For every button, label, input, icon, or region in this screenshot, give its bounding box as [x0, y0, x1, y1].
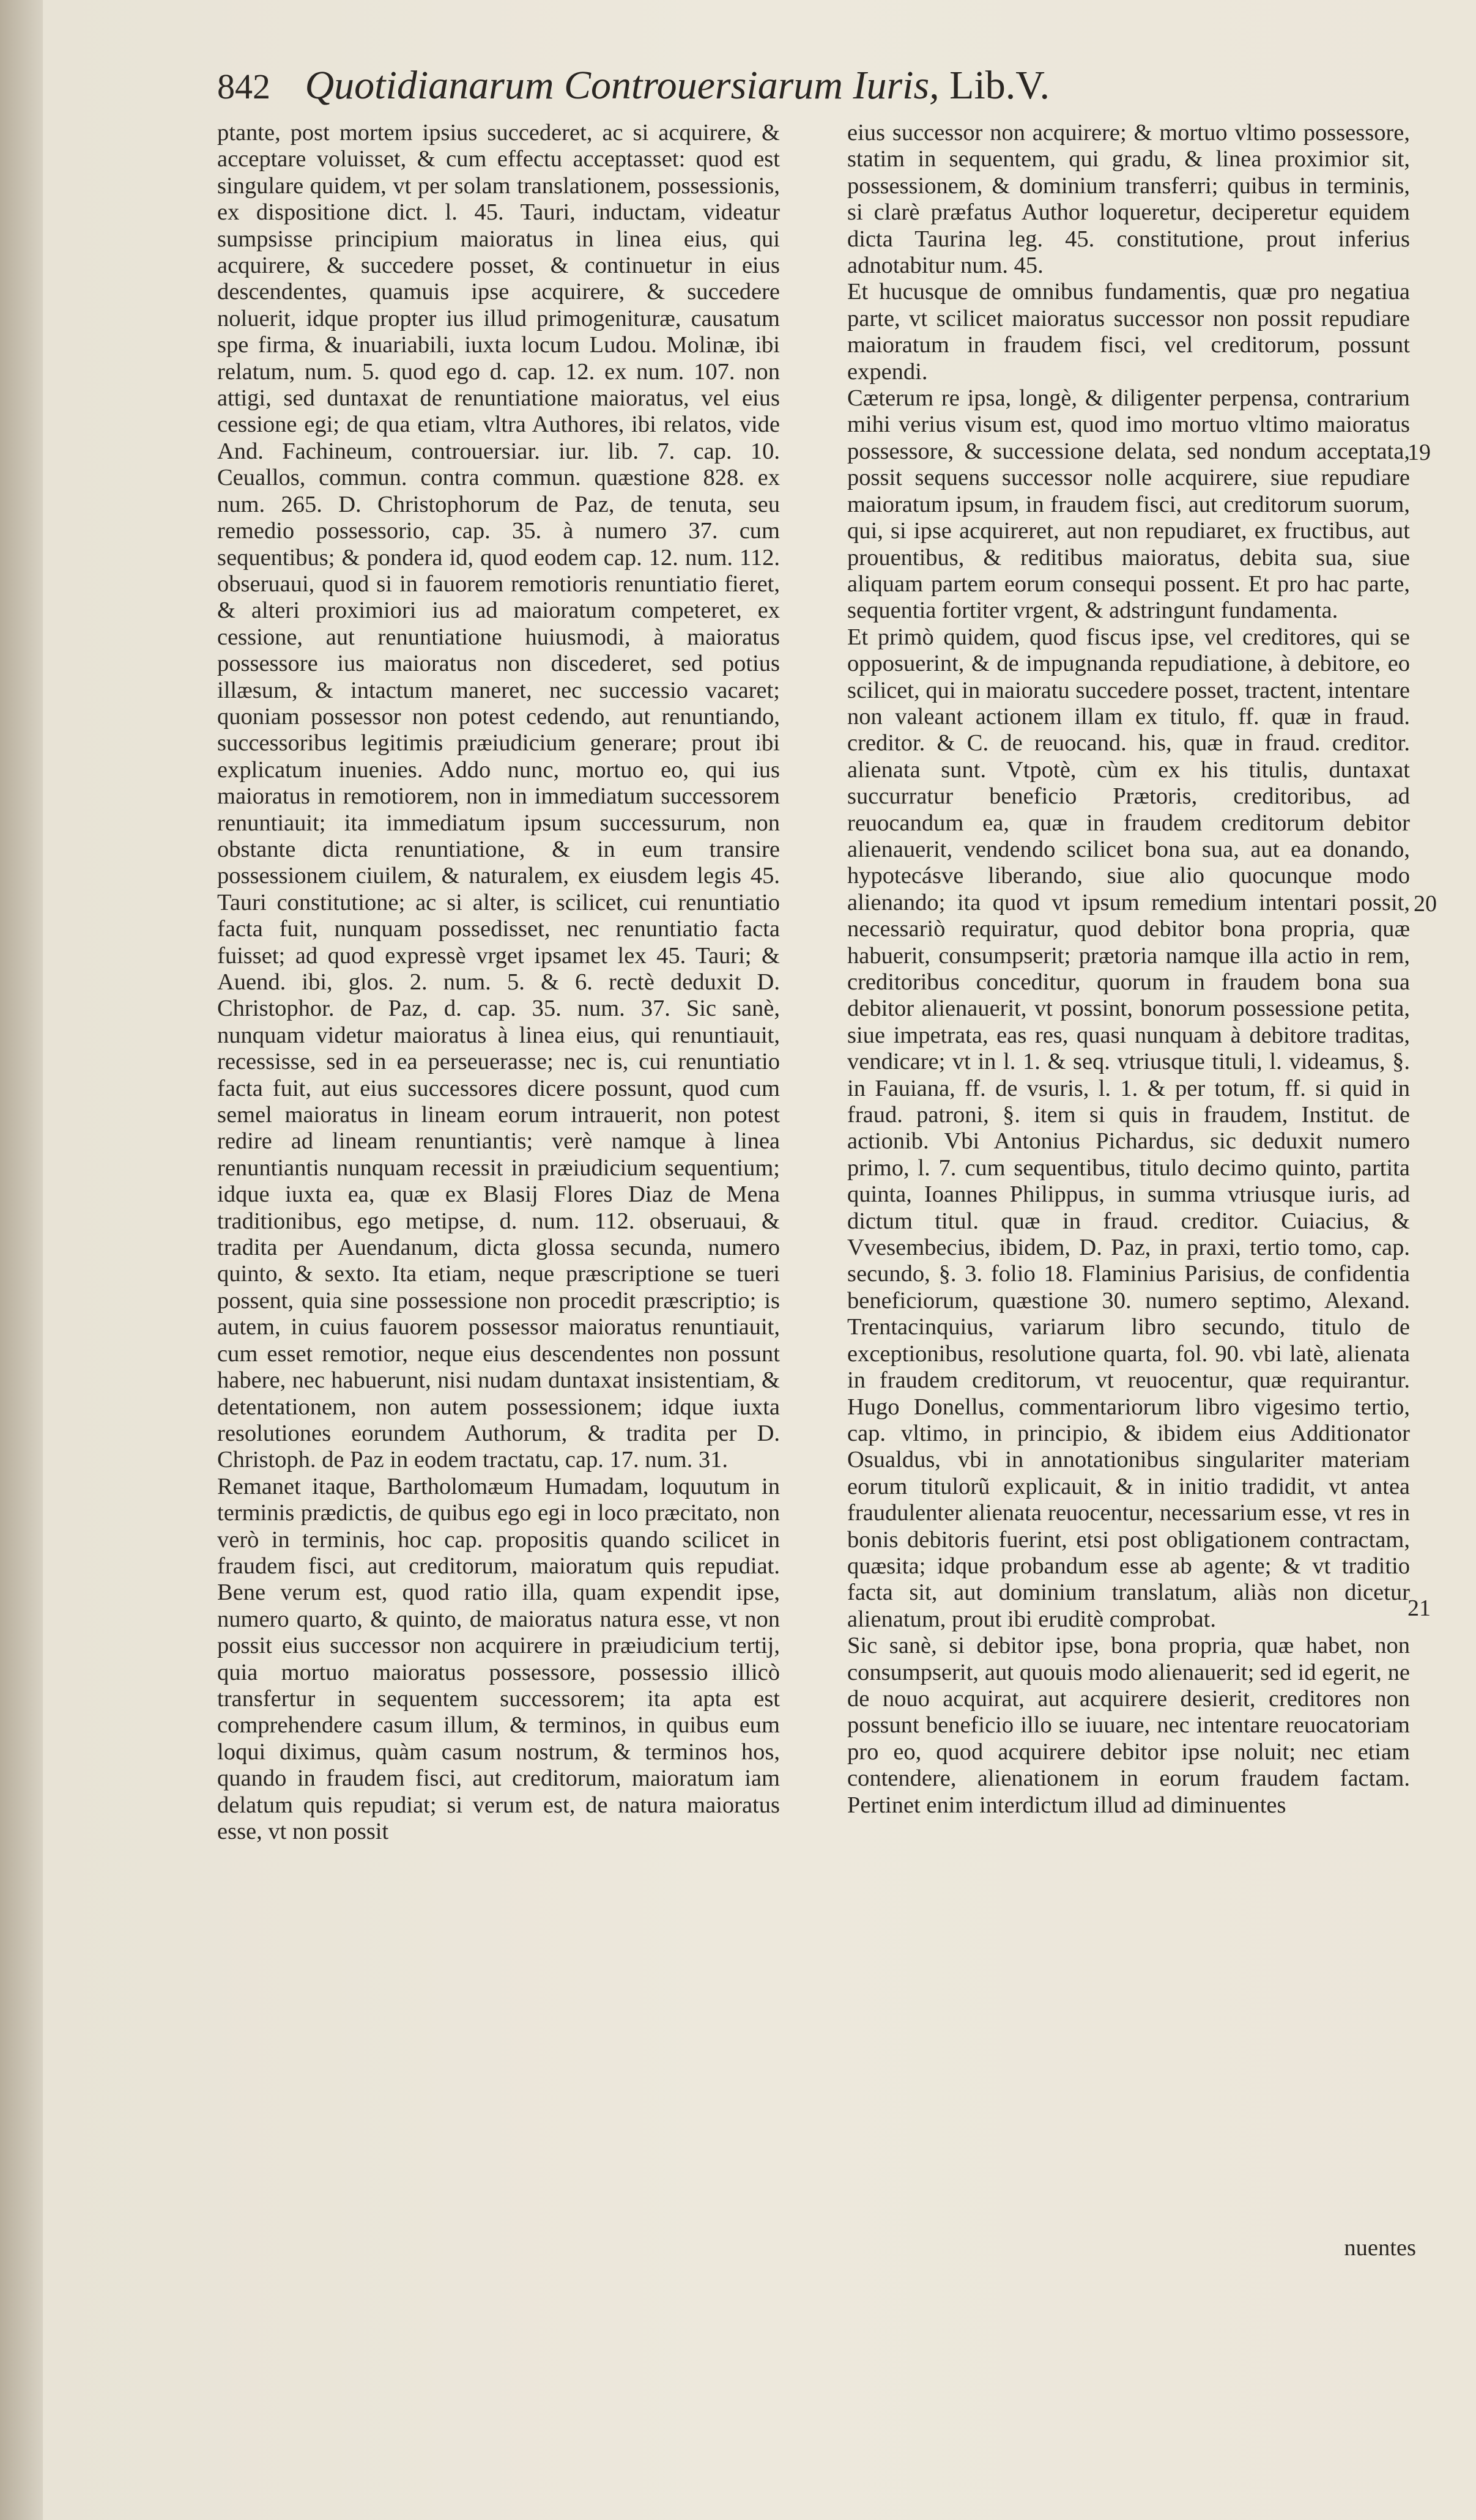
running-title: Quotidianarum Controuersiarum Iuris,	[305, 63, 940, 108]
margin-note-19: 19	[1407, 440, 1431, 465]
page-number: 842	[217, 67, 270, 106]
left-text-column: ptante, post mortem ipsius succederet, ac si acquirere, & acceptare voluisset, & cum effectu acceptasset: quod est singulare quidem, vt per solam translationem, possessionis, ex dispositione dict. l. 45. Tauri, inductam, videatur sumpsisse principium maioratus in linea eius, qui acquirere, & succedere posset, & continuetur in eius descendentes, quamuis ipse acquirere, & succedere noluerit, idque propter ius illud primogenituræ, causatum spe firma, & inuariabili, iuxta locum Ludou. Molinæ, ibi relatum, num. 5. quod ego d. cap. 12. ex num. 107. non attigi, sed duntaxat de renuntiatione maioratus, vel eius cessione egi; de qua etiam, vltra Authores, ibi relatos, vide And. Fachineum, controuersiar. iur. lib. 7. cap. 10. Ceuallos, commun. contra commun. quæstione 828. ex num. 265. D. Christophorum de Paz, de tenuta, seu remedio possessorio, cap. 35. à numero 37. cum sequentibus; & pondera id, quod eodem cap. 12. num. 112. obseruaui, quod si in fauorem remotioris renuntiatio fieret, & alteri proximiori ius ad maioratum competeret, ex cessione, aut renuntiatione huiusmodi, à maioratus possessore ius maioratus non discederet, sed potius illæsum, & intactum maneret, nec successio vacaret; quoniam possessor non potest cedendo, aut renuntiando, successoribus legitimis præiudicium generare; prout ibi explicatum inuenies. Addo nunc, mortuo eo, qui ius maioratus in remotiorem, non in immediatum successorem renuntiauit; ita immediatum ipsum successurum, non obstante dicta renuntiatione, & in eum transire possessionem ciuilem, & naturalem, ex eiusdem legis 45. Tauri constitutione; ac si alter, is scilicet, cui renuntiatio facta fuit, nunquam possedisset, nec renuntiatio facta fuisset; ad quod expressè vrget ipsamet lex 45. Tauri; & Auend. ibi, glos. 2. num. 5. & 6. rectè deduxit D. Christophor. de Paz, d. cap. 35. num. 37. Sic sanè, nunquam videtur maioratus à linea eius, qui renuntiauit, recessisse, sed in ea perseuerasse; nec is, cui renuntiatio facta fuit, aut eius successores dicere possunt, quod cum semel maioratus in lineam eorum intrauerit, non potest redire ad lineam renuntiantis; verè namque à linea renuntiantis nunquam recessit in præiudicium sequentium; idque iuxta ea, quæ ex Blasij Flores Diaz de Mena traditionibus, ego metipse, d. num. 112. obseruaui, & tradita per Auendanum, dicta glossa secunda, numero quinto, & sexto. Ita etiam, neque præscriptione se tueri possent, quia sine possessione non procedit præscriptio; is autem, in cuius fauorem possessor maioratus renuntiauit, cum esset remotior, neque eius descendentes non possunt habere, nec habuerunt, nisi nudam duntaxat insistentiam, & detentationem, non autem possessionem; idque iuxta resolutiones eorundem Authorum, & tradita per D. Christoph. de Paz in eodem tractatu, cap. 17. num. 31. Remanet itaque, Bartholomæum Humadam, loquutum in terminis prædictis, de quibus ego egi in loco præcitato, non verò in terminis, hoc cap. propositis quando scilicet in fraudem fisci, aut creditorum, maioratum quis repudiat. Bene verum est, quod ratio illa, quam expendit ipse, numero quarto, & quinto, de maioratus natura esse, vt non possit eius successor non acquirere in præiudicium tertij, quia mortuo maioratus possessore, possessio illicò transfertur in sequentem successorem; ita apta est comprehendere casum illum, & terminos, in quibus eum loqui diximus, quàm casum nostrum, & terminos hos, quando in fraudem fisci, aut creditorum, maioratum iam delatum quis repudiat; si verum est, de natura maioratus esse, vt non possit	[217, 120, 780, 1844]
page-header	[217, 61, 1257, 110]
page-gutter	[0, 0, 43, 2520]
margin-note-20: 20	[1414, 891, 1437, 917]
right-text-column: eius successor non acquirere; & mortuo vltimo possessore, statim in sequentem, qui gradu, & linea proximior sit, possessionem, & dominium transferri; quibus in terminis, si clarè præfatus Author loqueretur, deciperetur equidem dicta Taurina leg. 45. constitutione, prout inferius adnotabitur num. 45. Et hucusque de omnibus fundamentis, quæ pro negatiua parte, vt scilicet maioratus successor non possit repudiare maioratum in fraudem fisci, vel creditorum, possunt expendi. Cæterum re ipsa, longè, & diligenter perpensa, contrarium mihi verius visum est, quod imo mortuo vltimo maioratus possessore, & successione delata, sed nondum acceptata, possit sequens successor nolle acquirere, siue repudiare maioratum ipsum, in fraudem fisci, aut creditorum suorum, qui, si ipse acquireret, aut non repudiaret, ex fructibus, aut prouentibus, & reditibus maioratus, debita sua, siue aliquam partem eorum consequi possent. Et pro hac parte, sequentia fortiter vrgent, & adstringunt fundamenta. Et primò quidem, quod fiscus ipse, vel creditores, qui se opposuerint, & de impugnanda repudiatione, à debitore, eo scilicet, qui in maioratu succedere posset, tractent, intentare non valeant actionem illam ex titulo, ff. quæ in fraud. creditor. & C. de reuocand. his, quæ in fraud. creditor. alienata sunt. Vtpotè, cùm ex his titulis, duntaxat succurratur beneficio Prætoris, creditoribus, ad reuocandum ea, quæ in fraudem creditorum debitor alienauerit, vendendo scilicet bona sua, aut ea donando, hypotecásve liberando, siue alio quocunque modo alienando; ita quod vt ipsum remedium intentari possit, necessariò requiratur, quod debitor bona propria, quæ habuerit, consumpserit; prætoria namque illa actio in rem, creditoribus conceditur, quorum in fraudem bona sua debitor alienauerit, vt possint, bonorum possessione petita, siue impetrata, eas res, quasi nunquam à debitore traditas, vendicare; vt in l. 1. & seq. vtriusque tituli, l. videamus, §. in Fauiana, ff. de vsuris, l. 1. & per totum, ff. si quid in fraud. patroni, §. item si quis in fraudem, Institut. de actionib. Vbi Antonius Pichardus, sic deduxit numero primo, l. 7. cum sequentibus, titulo decimo quinto, partita quinta, Ioannes Philippus, in summa vtriusque iuris, ad dictum titul. quæ in fraud. creditor. Cuiacius, & Vvesembecius, ibidem, D. Paz, in praxi, tertio tomo, cap. secundo, §. 3. folio 18. Flaminius Parisius, de confidentia beneficiorum, quæstione 30. numero septimo, Alexand. Trentacinquius, variarum libro secundo, titulo de exceptionibus, resolutione quarta, fol. 90. vbi latè, alienata in fraudem creditorum, vt reuocentur, quæ requirantur. Hugo Donellus, commentariorum libro vigesimo tertio, cap. vltimo, in principio, & ibidem eius Additionator Osualdus, vbi in annotationibus singulariter materiam eorum titulorũ explicauit, & in initio tradidit, vt antea fraudulenter alienata reuocentur, necessarium esse, vt res in bonis debitoris fuerint, etsi post obligationem contractam, quæsita; idque probandum esse ab agente; & vt traditio facta sit, aut dominium translatum, aliàs non dicetur alienatum, prout ibi eruditè comprobat. Sic sanè, si debitor ipse, bona propria, quæ habet, non consumpserit, aut quouis modo alienauerit; sed id egerit, ne de nouo acquirat, aut acquirere desierit, creditores non possunt beneficio illo se iuuare, nec intentare reuocatoriam pro eo, quod acquirere debitor ipse noluit; nec etiam contendere, alienationem in eorum fraudem factam. Pertinet enim interdictum illud ad diminuentes	[847, 120, 1410, 1818]
book-number: Lib.V.	[949, 63, 1050, 108]
margin-note-21: 21	[1407, 1595, 1431, 1621]
catchword: nuentes	[1344, 2235, 1416, 2261]
